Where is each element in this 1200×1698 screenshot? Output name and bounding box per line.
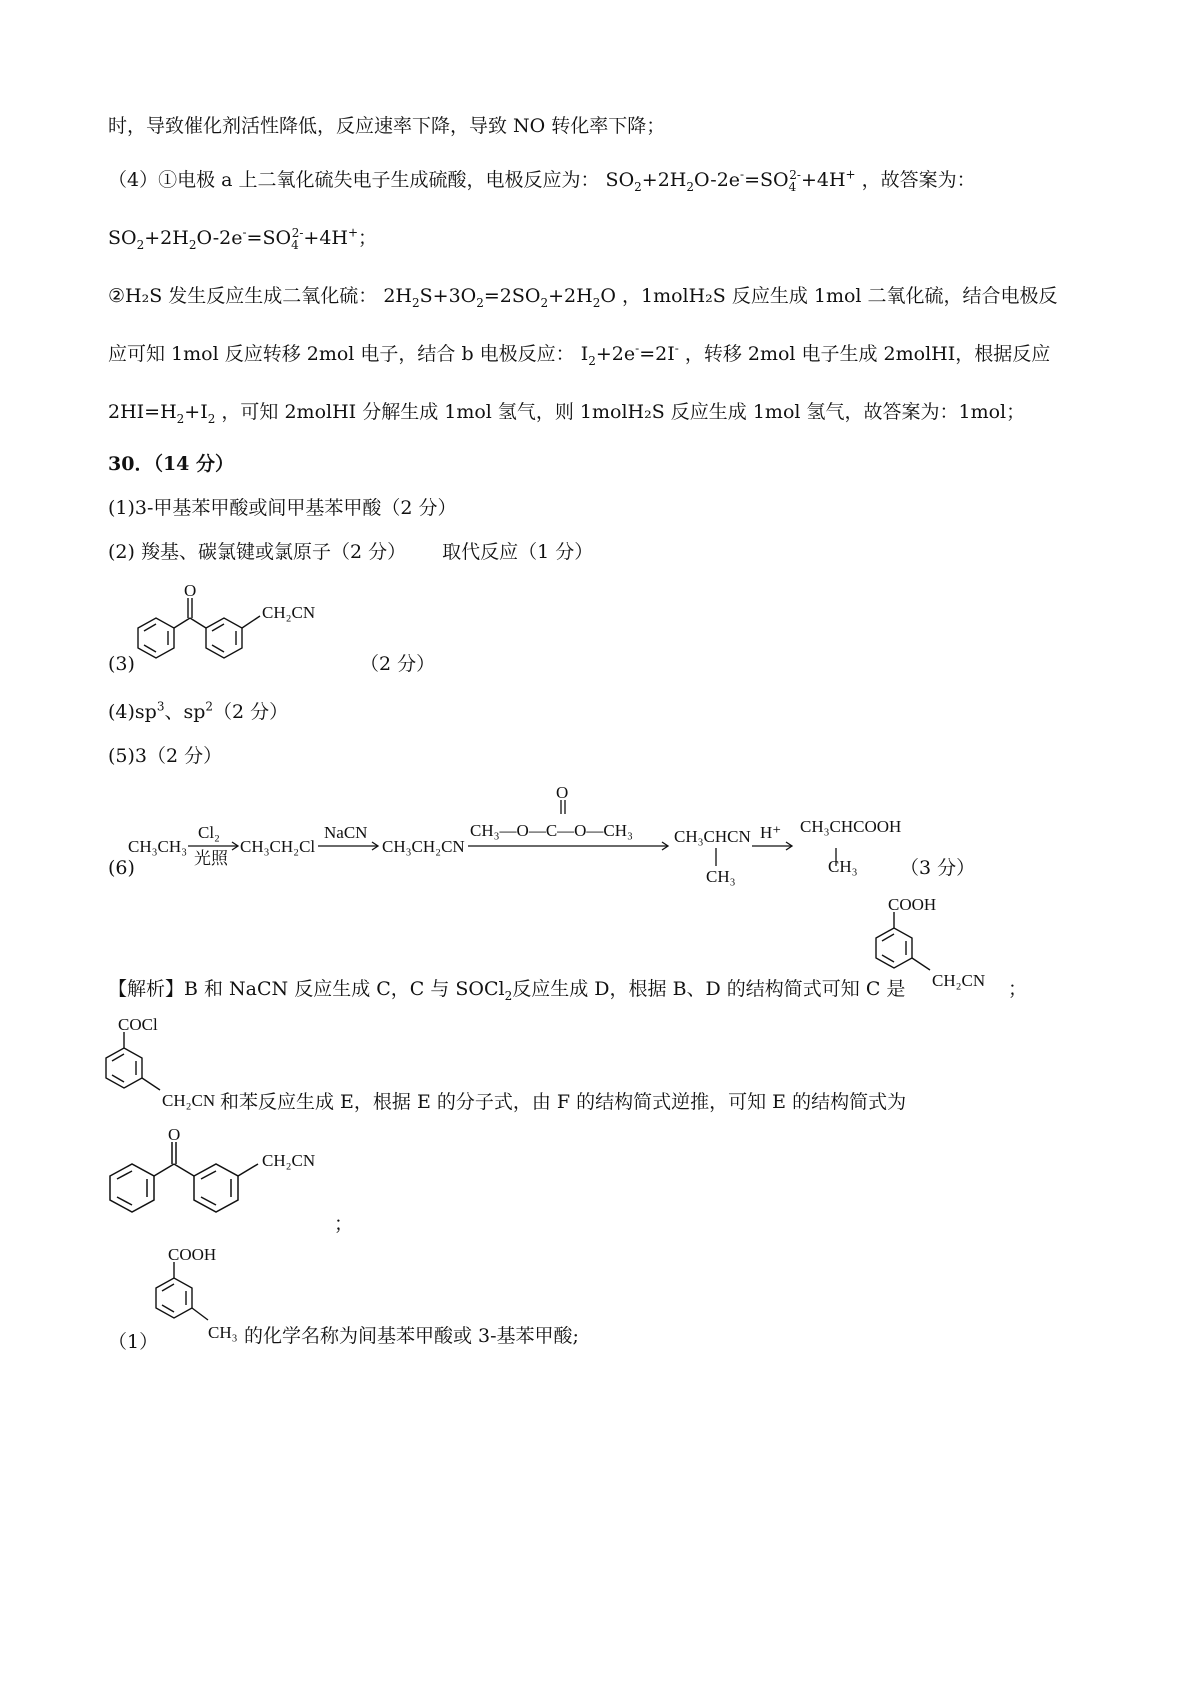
text-line-5a: 应可知 1mol 反应转移 2mol 电子，结合 b 电极反应： [108,343,575,365]
answer-5: (5)3（2 分） [108,745,223,767]
d-ch2cn-label: CH₂CN [162,1091,216,1110]
e-ch2cn-label: CH₂CN [262,1151,316,1170]
equation-h2s-combustion: $2H_2S+3O_2=2SO_2+2H_2O$ [383,285,616,310]
route-2-cyanopropane: CH₃CHCN [674,827,751,846]
answer-2 [108,540,593,564]
explanation-1c: ； [1008,978,1028,1000]
answer-3-label: (3) [108,653,135,675]
answer-6-score: （3 分） [900,857,976,879]
text-line-5b: ，转移 2mol 电子生成 2molHI，根据反应 [684,343,1051,365]
route-dimethyl-carbonate: CH₃—O—C—O—CH₃ [470,821,633,840]
route-carbonate-oxygen: O [556,783,569,802]
text-line-2a: （4）①电极 a 上二氧化硫失电子生成硫酸，电极反应为： [108,169,600,191]
route-cl2: Cl₂ [198,823,220,842]
answer-4b: 、sp [164,701,206,723]
equation-hi-decomposition: $2HI=H_2+I_2$ [108,401,216,426]
answer-2a: (2) 羧基、碳氯键或氯原子（2 分） [108,541,407,563]
explanation-line-1 [108,977,905,1001]
route-isobutyric-acid: CH₃CHCOOH [800,817,902,836]
text-line-2 [108,168,976,192]
text-line-3: $SO_2+2H_2O-2e^-=SO_4^{2-}+4H^+$； [108,225,378,252]
text-line-4a: ②H₂S 发生反应生成二氧化硫： [108,285,378,307]
route-hplus: H⁺ [760,823,782,842]
explanation-line-3: ； [334,1213,354,1235]
route-ethane: CH₃CH₃ [128,837,188,856]
mba-cooh-label: COOH [168,1245,217,1264]
text-line-4 [108,284,1058,308]
explanation-4a: （1） [108,1331,159,1353]
answer-4c: （2 分） [213,701,289,723]
text-line-6b: ，可知 2molHI 分解生成 1mol 氢气，则 1molH₂S 反应生成 1mol 氢气，故答案为：1mol； [221,401,1026,423]
ketone-oxygen-label: O [184,581,197,600]
route-chloroethane: CH₃CH₂Cl [240,837,316,856]
equation-so2-oxidation: $SO_2+2H_2O-2e^-=SO_4^{2-}+4H^+$ [605,167,856,194]
answer-4 [108,700,288,724]
answer-6-label: (6) [108,857,135,879]
text-line-1: 时，导致催化剂活性降低，反应速率下降，导致 NO 转化率下降； [108,115,666,137]
ch2cn-label: CH₂CN [262,603,316,622]
e-ketone-oxygen-label: O [168,1125,181,1144]
text-line-6 [108,400,1025,424]
structure-compound-d [96,1010,236,1120]
answer-1: (1)3-甲基苯甲酸或间甲基苯甲酸（2 分） [108,497,457,519]
c-cooh-label: COOH [888,895,937,914]
route-nacn: NaCN [324,823,368,842]
text-line-2b: ，故答案为： [861,169,976,191]
d-cocl-label: COCl [118,1015,158,1034]
explanation-1a: 【解析】B 和 NaCN 反应生成 C，C 与 SOCl [108,978,505,1000]
route-methyl-2: CH₃ [828,857,858,876]
route-light: 光照 [194,849,228,868]
question-30-header: 30．（14 分） [108,453,234,475]
equation-so2-answer: $SO_2+2H_2O-2e^-=SO_4^{2-}+4H^+$ [108,225,359,252]
explanation-line-2: 和苯反应生成 E，根据 E 的分子式，由 F 的结构简式逆推，可知 E 的结构简式为 [220,1091,907,1113]
structure-compound-e [100,1124,360,1234]
text-line-4b: ，1molH₂S 反应生成 1mol 二氧化硫，结合电极反 [621,285,1058,307]
explanation-4b: 的化学名称为间基苯甲酸或 3-基苯甲酸; [244,1325,579,1347]
sub-2: 2 [504,988,513,1003]
answer-3-score: （2 分） [360,653,436,675]
sup-3: 3 [156,699,165,714]
route-methyl-1: CH₃ [706,867,736,886]
answer-4a: (4)sp [108,701,157,723]
answer-2b: 取代反应（1 分） [442,541,594,563]
mba-ch3-label: CH₃ [208,1323,238,1342]
c-ch2cn-label: CH₂CN [932,971,986,990]
text-line-5 [108,342,1050,366]
synthesis-route [128,783,948,886]
sup-2: 2 [205,699,214,714]
equation-i2-reduction: $I_2+2e^-=2I^-$ [580,341,679,368]
explanation-1b: 反应生成 D，根据 B、D 的结构简式可知 C 是 [512,978,906,1000]
structure-compound-c [866,890,1006,1000]
structure-ketone-1 [128,581,338,684]
route-propanenitrile: CH₃CH₂CN [382,837,465,856]
